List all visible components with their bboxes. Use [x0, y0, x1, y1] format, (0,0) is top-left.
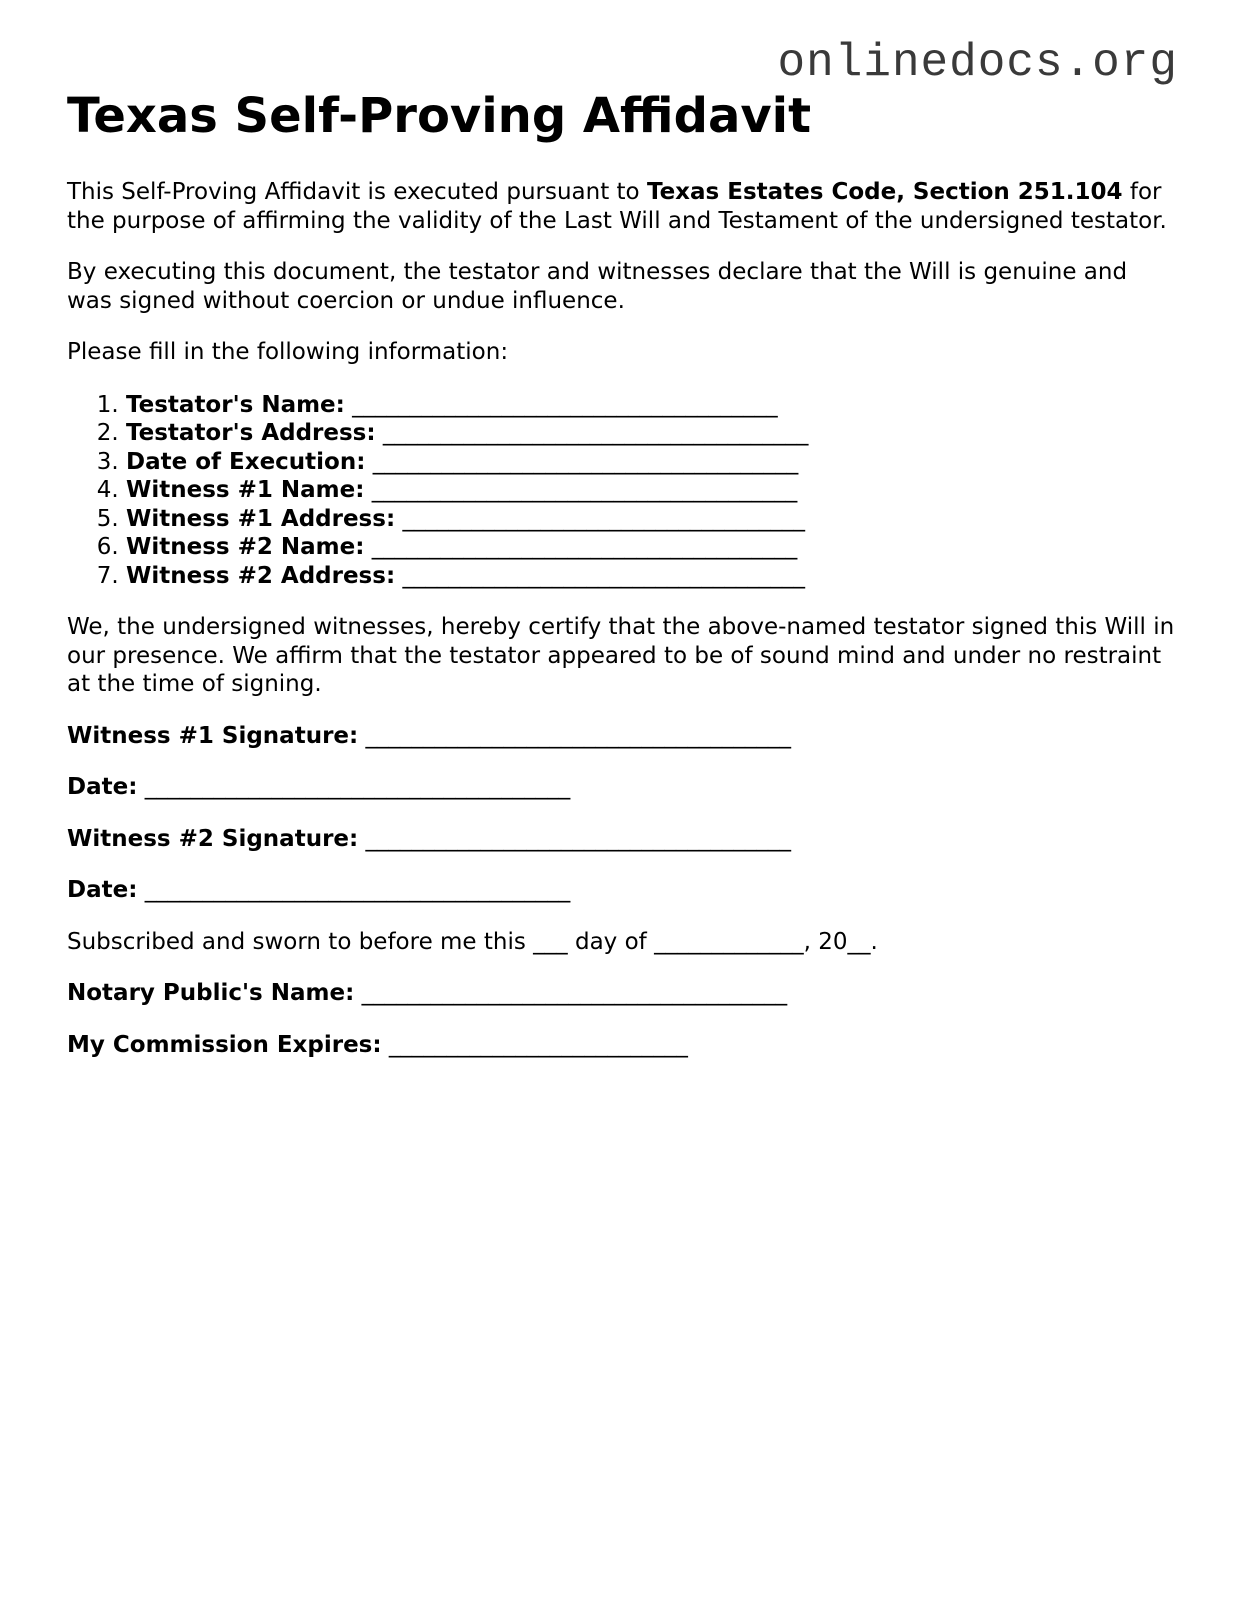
list-item: [126, 476, 1177, 505]
witness-2-date-field[interactable]: _____________________________________: [144, 877, 571, 903]
affidavit-document: [67, 88, 1177, 1059]
field-label: Testator's Name:: [126, 391, 345, 418]
commission-expires-line: [67, 1031, 1177, 1060]
witness-1-signature-line: [67, 722, 1177, 751]
list-item: [126, 448, 1177, 477]
notary-name-field[interactable]: _____________________________________: [361, 980, 788, 1006]
testator-name-field[interactable]: _____________________________________: [352, 391, 778, 418]
witness-2-date-line: [67, 876, 1177, 905]
notary-name-label: Notary Public's Name:: [67, 980, 355, 1006]
list-item: [126, 505, 1177, 534]
testator-address-field[interactable]: _____________________________________: [382, 420, 809, 446]
site-watermark: onlinedocs.org: [777, 37, 1178, 89]
witness-2-address-field[interactable]: ___________________________________: [402, 562, 805, 589]
intro-text-before: This Self-Proving Affidavit is executed pursuant to: [67, 179, 647, 205]
instruction-text: Please fill in the following information:: [67, 339, 509, 365]
statute-reference: Texas Estates Code, Section 251.104: [646, 179, 1123, 205]
field-label: Witness #2 Name:: [126, 534, 365, 560]
commission-expires-field[interactable]: __________________________: [388, 1031, 688, 1058]
intro-text-after: for the purpose of affirming the validity of the Last Will and Testament of the undersigned testator.: [67, 179, 1167, 234]
commission-expires-label: My Commission Expires:: [67, 1031, 382, 1058]
witness-2-signature-label: Witness #2 Signature:: [67, 825, 359, 852]
intro-paragraph: [67, 178, 1177, 235]
witness-2-signature-field[interactable]: _____________________________________: [365, 825, 792, 852]
page-title: Texas Self-Proving Affidavit: [67, 88, 812, 144]
sworn-statement: Subscribed and sworn to before me this ___ day of _____________, 20__.: [67, 928, 878, 955]
witness-1-date-field[interactable]: _____________________________________: [144, 774, 571, 800]
list-item: [126, 391, 1177, 420]
list-item: [126, 562, 1177, 591]
field-label: Date of Execution:: [126, 448, 366, 475]
witness-1-address-field[interactable]: ___________________________________: [402, 505, 805, 532]
list-item: [126, 533, 1177, 562]
field-label: Witness #1 Name:: [126, 477, 365, 503]
field-label: Testator's Address:: [126, 420, 376, 446]
witness-1-signature-label: Witness #1 Signature:: [67, 722, 359, 749]
execution-date-field[interactable]: _____________________________________: [372, 448, 799, 475]
list-item: [126, 419, 1177, 448]
information-fields-list: [67, 391, 1177, 591]
witness-1-date-line: [67, 773, 1177, 802]
notary-name-line: [67, 979, 1177, 1008]
declaration-paragraph: By executing this document, the testator and witnesses declare that the Will is genuine and was signed without coercion or undue influence.: [67, 259, 1128, 314]
witness-2-name-field[interactable]: _____________________________________: [371, 534, 798, 560]
witness-1-name-field[interactable]: _____________________________________: [371, 477, 798, 503]
field-label: Witness #2 Address:: [126, 562, 396, 589]
witness-2-signature-line: [67, 825, 1177, 854]
witness-1-signature-field[interactable]: _____________________________________: [365, 722, 792, 749]
witness-2-date-label: Date:: [67, 877, 138, 903]
certification-paragraph: We, the undersigned witnesses, hereby certify that the above-named testator signed this Will in our presence. We affirm that the testator appeared to be of sound mind and under no restraint at the time of signing.: [67, 614, 1175, 697]
witness-1-date-label: Date:: [67, 774, 138, 800]
field-label: Witness #1 Address:: [126, 505, 396, 532]
